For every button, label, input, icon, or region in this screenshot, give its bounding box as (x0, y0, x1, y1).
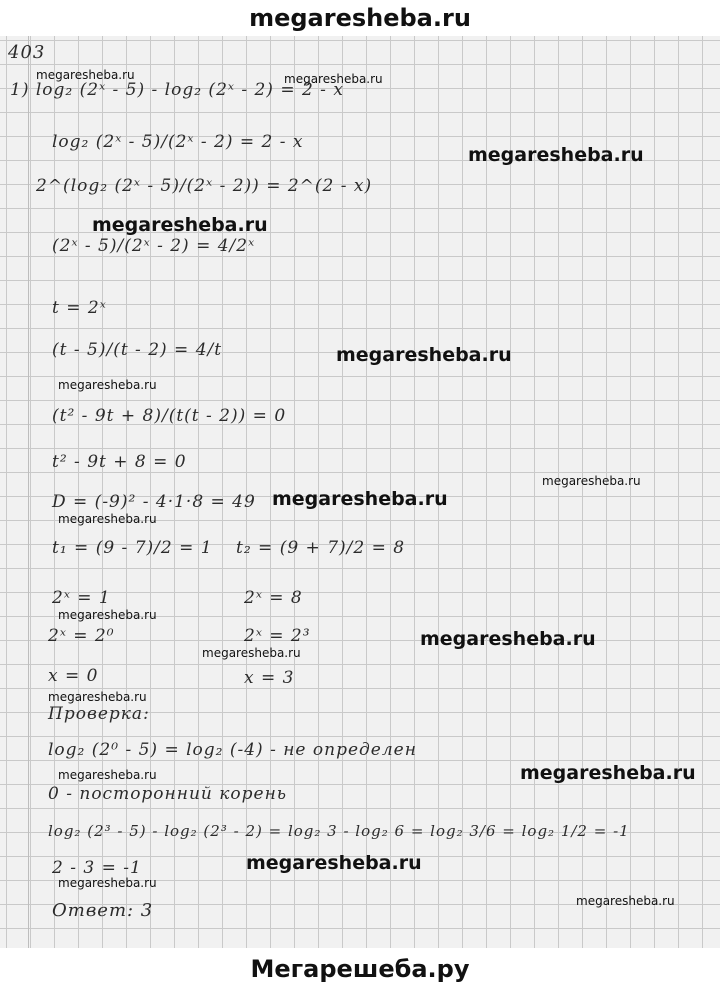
watermark: megaresheba.ru (576, 894, 675, 908)
watermark: megaresheba.ru (58, 768, 157, 782)
watermark: megaresheba.ru (58, 608, 157, 622)
solution-line: 2ˣ = 8 (244, 588, 303, 608)
solution-line: (t - 5)/(t - 2) = 4/t (52, 340, 223, 360)
watermark: megaresheba.ru (284, 72, 383, 86)
watermark: megaresheba.ru (36, 68, 135, 82)
solution-line: x = 3 (244, 668, 295, 688)
margin-line (28, 36, 29, 948)
solution-line: D = (-9)² - 4·1·8 = 49 (52, 492, 256, 512)
solution-line: x = 0 (48, 666, 99, 686)
watermark: megaresheba.ru (48, 690, 147, 704)
solution-line: log₂ (2⁰ - 5) = log₂ (-4) - не определен (48, 740, 417, 760)
answer-line: Ответ: 3 (52, 900, 154, 921)
solution-line: 2 - 3 = -1 (52, 858, 142, 878)
watermark: megaresheba.ru (420, 628, 596, 650)
watermark: megaresheba.ru (92, 214, 268, 236)
site-header (0, 0, 720, 36)
header-site-name: megaresheba.ru (249, 4, 471, 32)
solution-line: log₂ (2ˣ - 5)/(2ˣ - 2) = 2 - x (52, 132, 304, 152)
watermark: megaresheba.ru (58, 512, 157, 526)
watermark: megaresheba.ru (58, 378, 157, 392)
site-footer (0, 950, 720, 988)
solution-line: 2^(log₂ (2ˣ - 5)/(2ˣ - 2)) = 2^(2 - x) (36, 176, 373, 196)
problem-number: 403 (8, 42, 46, 63)
watermark: megaresheba.ru (202, 646, 301, 660)
solution-line: 0 - посторонний корень (48, 784, 288, 804)
watermark: megaresheba.ru (272, 488, 448, 510)
solution-line: 1) log₂ (2ˣ - 5) - log₂ (2ˣ - 2) = 2 - x (10, 80, 344, 100)
footer-site-name: Мегарешеба.ру (250, 955, 470, 983)
watermark: megaresheba.ru (246, 852, 422, 874)
solution-line: (2ˣ - 5)/(2ˣ - 2) = 4/2ˣ (52, 236, 256, 256)
solution-line: t₁ = (9 - 7)/2 = 1 (52, 538, 213, 558)
watermark: megaresheba.ru (468, 144, 644, 166)
watermark: megaresheba.ru (58, 876, 157, 890)
solution-line: 2ˣ = 2³ (244, 626, 311, 646)
solution-line: 2ˣ = 1 (52, 588, 111, 608)
solution-line: (t² - 9t + 8)/(t(t - 2)) = 0 (52, 406, 287, 426)
watermark: megaresheba.ru (336, 344, 512, 366)
watermark: megaresheba.ru (520, 762, 696, 784)
solution-line: t² - 9t + 8 = 0 (52, 452, 187, 472)
solution-line: t₂ = (9 + 7)/2 = 8 (236, 538, 406, 558)
solution-line: t = 2ˣ (52, 298, 107, 318)
solution-line: log₂ (2³ - 5) - log₂ (2³ - 2) = log₂ 3 - log₂ 6 = log₂ 3/6 = log₂ 1/2 = -1 (48, 822, 630, 840)
solution-line: Проверка: (48, 704, 150, 724)
notebook-page (0, 36, 720, 948)
solution-line: 2ˣ = 2⁰ (48, 626, 115, 646)
watermark: megaresheba.ru (542, 474, 641, 488)
